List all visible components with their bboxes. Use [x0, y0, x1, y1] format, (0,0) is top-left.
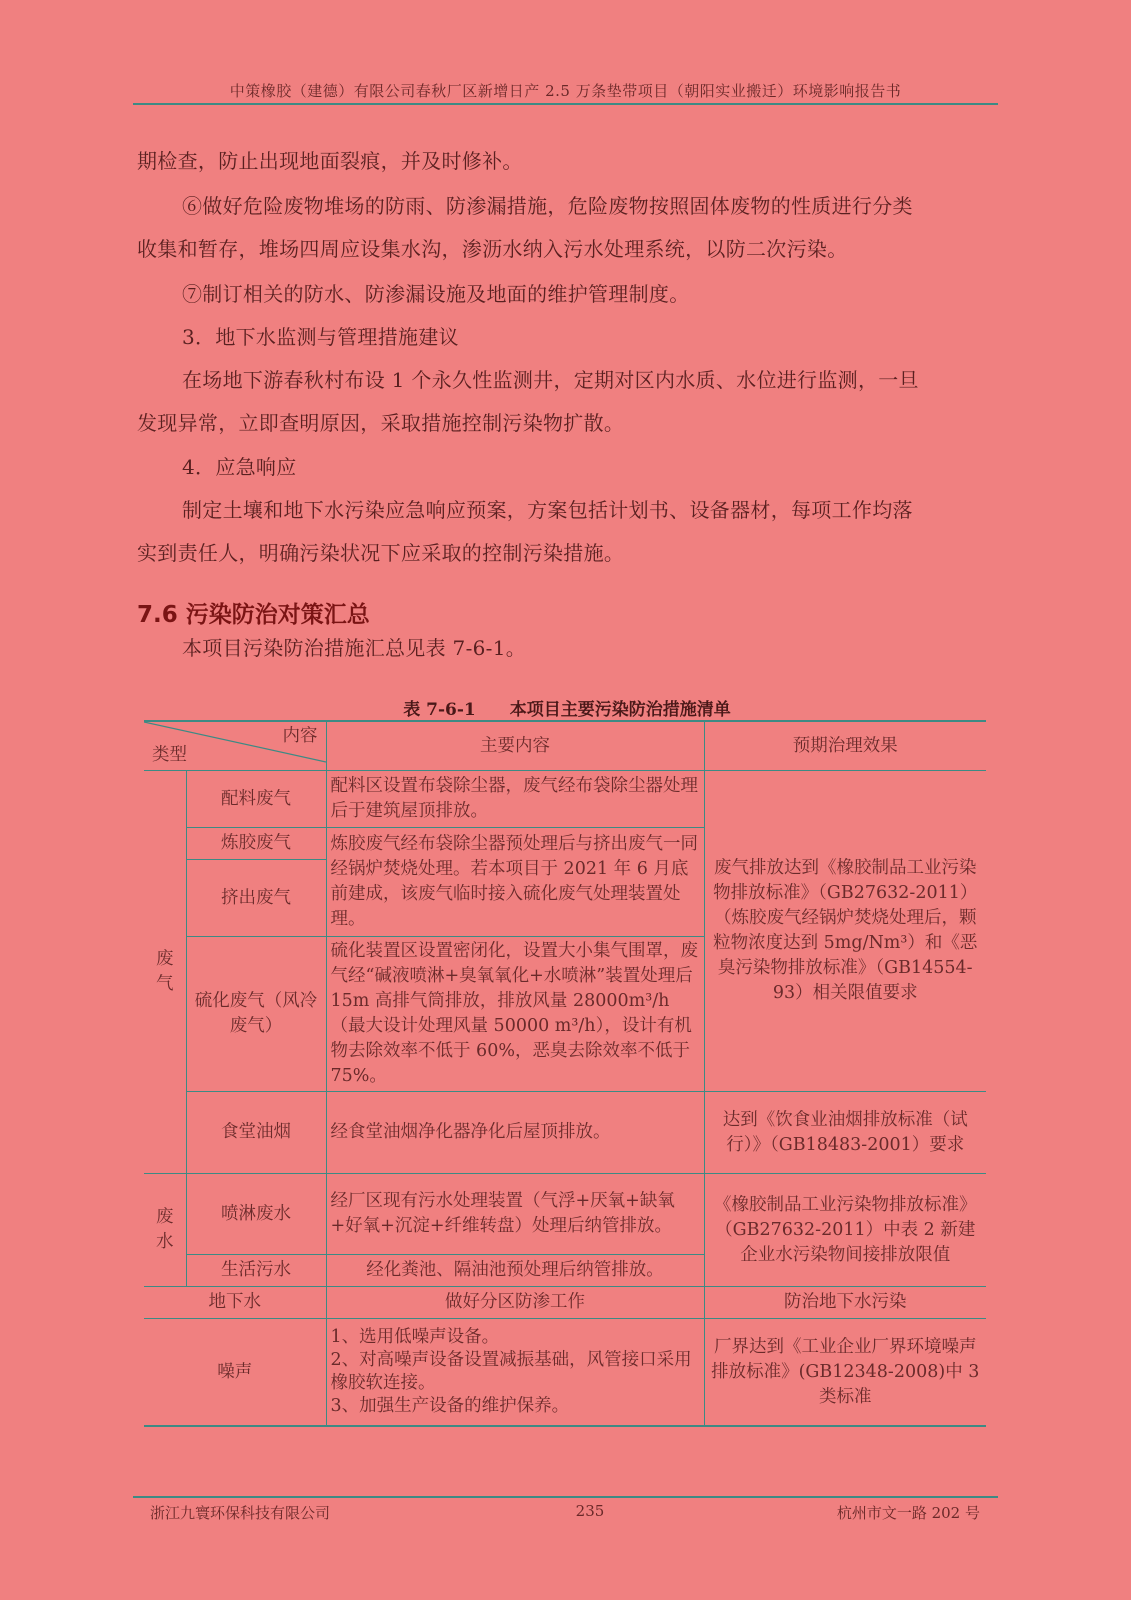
group-waste-gas	[144, 771, 186, 1174]
footer-address: 杭州市文一路 202 号	[836, 1504, 980, 1522]
row-effect: 防治地下水污染	[704, 1287, 986, 1319]
row-content: 经厂区现有污水处理装置（气浮+厌氧+缺氧+好氧+沉淀+纤维转盘）处理后纳管排放。	[326, 1174, 704, 1255]
footer-rule	[133, 1496, 998, 1498]
table-row	[144, 1092, 986, 1174]
table-header-row	[144, 721, 986, 771]
paragraph-line: 实到责任人，明确污染状况下应采取的控制污染措施。	[137, 541, 625, 565]
page-header-title: 中策橡胶（建德）有限公司春秋厂区新增日产 2.5 万条垫带项目（朝阳实业搬迁）环境影响报告书	[229, 82, 902, 100]
row-name: 地下水	[144, 1287, 326, 1319]
paragraph-line: 期检查，防止出现地面裂痕，并及时修补。	[137, 149, 523, 173]
gas-effect: 废气排放达到《橡胶制品工业污染物排放标准》（GB27632-2011）（炼胶废气经锅炉焚烧处理后，颗粒物浓度达到 5mg/Nm³）和《恶臭污染物排放标准》（GB14554-93）相关限值要求	[704, 771, 986, 1092]
group-label: 废 气	[156, 949, 174, 994]
table-row	[144, 1174, 986, 1255]
row-name: 挤出废气	[186, 860, 326, 937]
row-content: 经食堂油烟净化器净化后屋顶排放。	[326, 1092, 704, 1174]
row-content: 做好分区防渗工作	[326, 1287, 704, 1319]
row-name: 食堂油烟	[186, 1092, 326, 1174]
header-rule	[133, 103, 998, 105]
row-content	[326, 1319, 704, 1427]
paragraph-line: 在场地下游春秋村布设 1 个永久性监测井，定期对区内水质、水位进行监测，一旦	[182, 368, 919, 392]
row-effect: 达到《饮食业油烟排放标准（试行）》（GB18483-2001）要求	[704, 1092, 986, 1174]
water-effect: 《橡胶制品工业污染物排放标准》（GB27632-2011）中表 2 新建企业水污染物间接排放限值	[704, 1174, 986, 1287]
row-name: 硫化废气（风冷废气）	[186, 937, 326, 1092]
paragraph-line: 发现异常，立即查明原因，采取措施控制污染物扩散。	[137, 411, 625, 435]
diagonal-header-cell	[144, 721, 326, 771]
measures-table	[144, 720, 986, 1427]
row-content: 炼胶废气经布袋除尘器预处理后与挤出废气一同经锅炉焚烧处理。若本项目于 2021 年 6 月底前建成，该废气临时接入硫化废气处理装置处理。	[326, 828, 704, 937]
row-name: 生活污水	[186, 1255, 326, 1287]
header-type-label: 类型	[152, 745, 187, 765]
header-expected-effect: 预期治理效果	[704, 721, 986, 771]
table-row	[144, 1287, 986, 1319]
paragraph-line: ⑥做好危险废物堆场的防雨、防渗漏措施，危险废物按照固体废物的性质进行分类	[182, 194, 913, 218]
row-content: 经化粪池、隔油池预处理后纳管排放。	[326, 1255, 704, 1287]
table-row	[144, 1319, 986, 1427]
header-content-label: 内容	[282, 726, 318, 746]
subsection-heading: 3．地下水监测与管理措施建议	[182, 325, 459, 349]
group-label: 废 水	[156, 1207, 174, 1252]
subsection-heading: 4．应急响应	[182, 455, 297, 479]
row-name: 炼胶废气	[186, 828, 326, 860]
paragraph-line: ⑦制订相关的防水、防渗漏设施及地面的维护管理制度。	[182, 282, 690, 306]
paragraph-line: 收集和暂存，堆场四周应设集水沟，渗沥水纳入污水处理系统，以防二次污染。	[137, 237, 848, 261]
list-item: 1、选用低噪声设备。	[330, 1327, 500, 1347]
section-title: 7.6 污染防治对策汇总	[137, 602, 370, 628]
table-row	[144, 771, 986, 828]
list-item: 3、加强生产设备的维护保养。	[330, 1396, 570, 1416]
list-item: 2、对高噪声设备设置减振基础，风管接口采用橡胶软连接。	[330, 1350, 692, 1393]
paragraph-line: 制定土壤和地下水污染应急响应预案，方案包括计划书、设备器材，每项工作均落	[182, 498, 913, 522]
table-caption: 表 7-6-1 本项目主要污染防治措施清单	[403, 700, 731, 720]
header-main-content: 主要内容	[326, 721, 704, 771]
row-name: 喷淋废水	[186, 1174, 326, 1255]
row-content: 配料区设置布袋除尘器，废气经布袋除尘器处理后于建筑屋顶排放。	[326, 771, 704, 828]
row-effect: 厂界达到《工业企业厂界环境噪声排放标准》(GB12348-2008)中 3 类标准	[704, 1319, 986, 1427]
row-name: 噪声	[144, 1319, 326, 1427]
row-content: 硫化装置区设置密闭化，设置大小集气围罩，废气经“碱液喷淋+臭氧氧化+水喷淋”装置处理后 15m 高排气筒排放，排放风量 28000m³/h（最大设计处理风量 50000 m³/h），设计有机物去除效率不低于 60%，恶臭去除效率不低于 75%。	[326, 937, 704, 1092]
group-waste-water	[144, 1174, 186, 1287]
footer-company: 浙江九寰环保科技有限公司	[150, 1504, 331, 1522]
row-name: 配料废气	[186, 771, 326, 828]
page-number: 235	[575, 1502, 605, 1520]
section-intro: 本项目污染防治措施汇总见表 7-6-1。	[182, 636, 527, 660]
